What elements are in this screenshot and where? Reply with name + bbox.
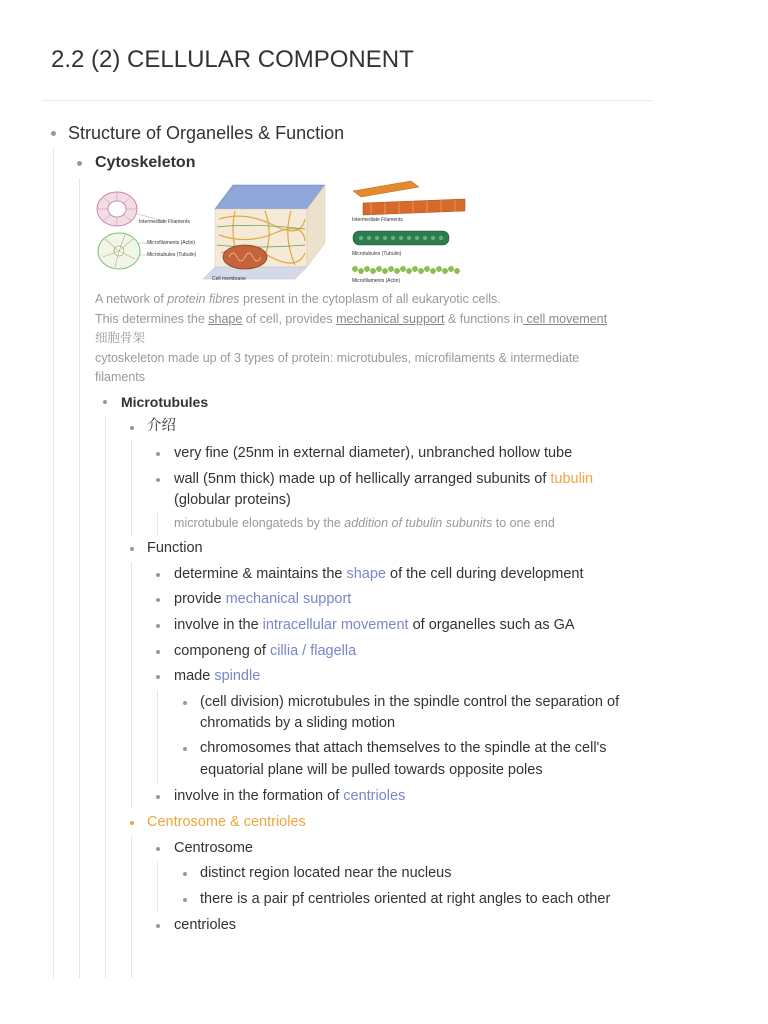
text: involve in the <box>174 617 263 633</box>
bullet <box>156 478 160 482</box>
underlined-term: cell movement <box>523 312 608 326</box>
text: This determines the <box>95 312 209 326</box>
text: of organelles such as GA <box>408 617 575 633</box>
membrane-top <box>215 185 325 209</box>
note <box>174 514 555 534</box>
list-item <box>174 564 584 585</box>
sub-list-item-continuation: equatorial plane will be pulled towards opposite poles <box>200 762 543 778</box>
text: determine & maintains the <box>174 566 347 582</box>
indent-guide-7 <box>157 690 158 784</box>
text: made <box>174 668 215 684</box>
bullet <box>130 426 134 430</box>
bullet <box>51 131 56 136</box>
bullet <box>183 872 187 876</box>
text: of cell, provides <box>242 312 337 326</box>
highlight: centrioles <box>343 788 406 804</box>
function-label: Function <box>147 540 203 556</box>
microfilament-drawing <box>352 266 459 273</box>
underlined-term: shape <box>208 312 243 326</box>
figure-label: Microtubules (Tubulin) <box>147 252 197 258</box>
emphasis: addition of tubulin subunits <box>344 516 493 530</box>
bullet <box>156 795 160 799</box>
figure-label: Microfilaments (Actin) <box>147 240 196 246</box>
highlight: cillia / flagella <box>269 643 357 659</box>
section-heading: Structure of Organelles & Function <box>68 123 345 143</box>
bullet <box>156 675 160 679</box>
sub-list-item-continuation: chromatids by a sliding motion <box>200 715 396 731</box>
bullet <box>130 821 134 825</box>
figure-label: Intermediate Filaments <box>352 217 403 223</box>
intro-line-4: cytoskeleton made up of 3 types of protein: microtubules, microfilaments & intermediate <box>95 351 580 365</box>
list-item: very fine (25nm in external diameter), unbranched hollow tube <box>174 445 573 461</box>
highlight: spindle <box>214 668 261 684</box>
text: of the cell during development <box>386 566 584 582</box>
intro-line-3: 细胞骨架 <box>95 331 146 345</box>
text: to one end <box>492 516 555 530</box>
text: provide <box>174 591 226 607</box>
title-divider <box>42 100 652 101</box>
figure-label: Cell membrane <box>212 276 246 282</box>
figure-label: Intermediate Filaments <box>139 219 190 225</box>
indent-guide-2 <box>79 178 80 978</box>
bullet <box>156 847 160 851</box>
bullet <box>156 573 160 577</box>
text: microtubule elongateds by the <box>174 516 345 530</box>
intro-line-5: filaments <box>95 370 146 384</box>
bullet <box>103 400 107 404</box>
indent-guide-6 <box>131 562 132 808</box>
bullet <box>77 161 82 166</box>
bullet <box>183 898 187 902</box>
text: componeng of <box>174 643 270 659</box>
list-item-continuation: (globular proteins) <box>174 492 291 508</box>
text: & functions in <box>444 312 524 326</box>
intermediate-filament-drawing <box>353 181 465 215</box>
microtubule-drawing <box>353 231 449 245</box>
subsection-heading: Cytoskeleton <box>95 154 196 171</box>
list-item <box>174 666 260 687</box>
underlined-term: mechanical support <box>336 312 445 326</box>
list-item <box>174 786 405 807</box>
highlight: shape <box>346 566 386 582</box>
text: present in the cytoplasm of all eukaryotic cells. <box>239 292 501 306</box>
page-title: 2.2 (2) CELLULAR COMPONENT <box>51 46 414 73</box>
bullet <box>156 624 160 628</box>
indent-guide-5 <box>157 512 158 536</box>
cytoskeleton-figure <box>95 179 475 287</box>
figure-label: Microfilaments (Actin) <box>352 278 401 284</box>
highlight: mechanical support <box>225 591 352 607</box>
sub-list-item: there is a pair pf centrioles oriented at right angles to each other <box>200 891 611 907</box>
sub-list-item: (cell division) microtubules in the spindle control the separation of <box>200 694 620 710</box>
intro-line-2 <box>95 310 607 330</box>
microtubules-heading: Microtubules <box>121 394 209 410</box>
indent-guide-4 <box>131 440 132 536</box>
list-item <box>174 615 575 636</box>
bullet <box>156 598 160 602</box>
highlight: tubulin <box>550 471 594 487</box>
intro-line-1 <box>95 290 501 310</box>
figure-label: Microtubules (Tubulin) <box>352 251 402 257</box>
list-item <box>174 589 351 610</box>
intro-label: 介绍 <box>147 418 176 434</box>
centrosome-label: Centrosome <box>174 840 253 856</box>
bullet <box>130 547 134 551</box>
highlight: intracellular movement <box>262 617 409 633</box>
bullet <box>156 650 160 654</box>
list-item <box>174 641 356 662</box>
centrioles-label: centrioles <box>174 917 237 933</box>
indent-guide-8 <box>131 836 132 978</box>
sub-list-item: chromosomes that attach themselves to the spindle at the cell's <box>200 740 607 756</box>
sub-list-item: distinct region located near the nucleus <box>200 865 452 881</box>
text: A network of <box>95 292 168 306</box>
text: involve in the formation of <box>174 788 344 804</box>
bullet <box>156 924 160 928</box>
bullet <box>183 701 187 705</box>
bullet <box>156 452 160 456</box>
indent-guide-1 <box>53 148 54 978</box>
centrosome-heading: Centrosome & centrioles <box>147 814 306 830</box>
bullet <box>183 747 187 751</box>
list-item <box>174 469 593 490</box>
emphasis: protein fibres <box>167 292 240 306</box>
text: wall (5nm thick) made up of hellically arranged subunits of <box>174 471 551 487</box>
indent-guide-3 <box>105 416 106 978</box>
indent-guide-9 <box>157 862 158 912</box>
